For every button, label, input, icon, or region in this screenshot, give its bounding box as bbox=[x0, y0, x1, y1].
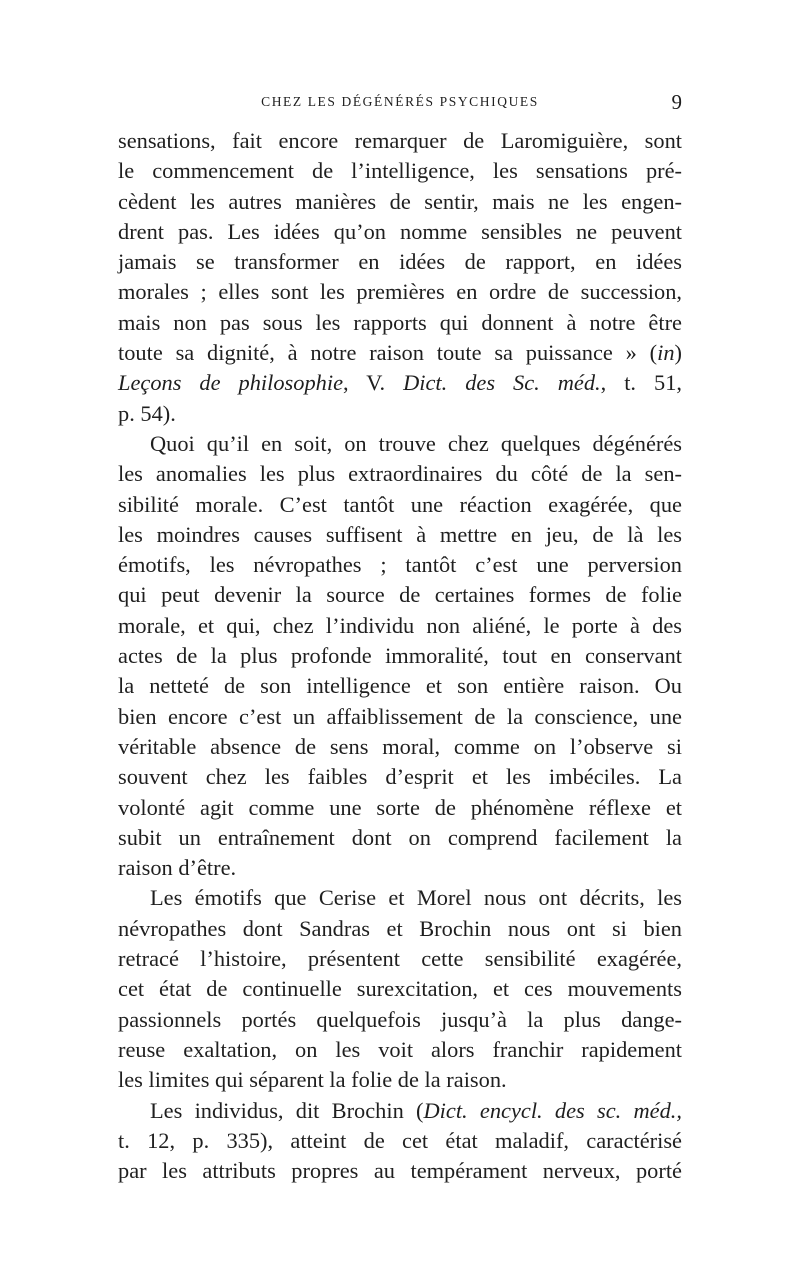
text-line: cèdent les autres manières de sentir, mais ne les engen- bbox=[118, 188, 682, 214]
text-line: morale, et qui, chez l’individu non aliéné, le porte à des bbox=[118, 612, 682, 638]
running-title: CHEZ LES DÉGÉNÉRÉS PSYCHIQUES bbox=[261, 94, 539, 109]
text-line: émotifs, les névropathes ; tantôt c’est une perversion bbox=[118, 552, 682, 578]
text-line: raison d’être. bbox=[118, 855, 237, 881]
text-line: les moindres causes suffisent à mettre en jeu, de là les bbox=[118, 521, 682, 547]
citation-journal: Dict. des Sc. méd. bbox=[403, 370, 601, 396]
text-line: reuse exaltation, on les voit alors franchir rapidement bbox=[118, 1036, 682, 1062]
text-line: p. 54). bbox=[118, 400, 176, 426]
text-line: la netteté de son intelligence et son entière raison. Ou bbox=[118, 673, 682, 699]
citation-in: in bbox=[657, 340, 675, 366]
text-line: volonté agit comme une sorte de phénomène réflexe et bbox=[118, 794, 682, 820]
text-line: drent pas. Les idées qu’on nomme sensibles ne peuvent bbox=[118, 218, 682, 244]
text-line: le commencement de l’intelligence, les sensations pré- bbox=[118, 158, 682, 184]
text-line: souvent chez les faibles d’esprit et les imbéciles. La bbox=[118, 764, 682, 790]
text-line: retracé l’histoire, présentent cette sensibilité exagérée, bbox=[118, 946, 682, 972]
citation-volume: V. bbox=[366, 370, 386, 396]
text-line: Leçons de philosophie, V. Dict. des Sc. méd., t. 51, bbox=[118, 370, 682, 396]
citation-tome: t. 51, bbox=[624, 370, 682, 396]
text-line: t. 12, p. 335), atteint de cet état maladif, caractérisé bbox=[118, 1127, 682, 1153]
text-line: véritable absence de sens moral, comme on l’observe si bbox=[118, 733, 682, 759]
text-line: jamais se transformer en idées de rapport, en idées bbox=[118, 249, 682, 275]
paragraph-first-line bbox=[118, 1096, 682, 1126]
citation-title: Leçons de philosophie bbox=[118, 370, 344, 396]
text-line: par les attributs propres au tempérament nerveux, porté bbox=[118, 1158, 682, 1184]
text-line: cet état de continuelle surexcitation, et ces mouvements bbox=[118, 976, 682, 1002]
text-line: subit un entraînement dont on comprend facilement la bbox=[118, 824, 682, 850]
text-line: passionnels portés quelquefois jusqu’à la plus dange- bbox=[118, 1006, 682, 1032]
page-number: 9 bbox=[671, 90, 682, 114]
citation-journal: Dict. encycl. des sc. méd., bbox=[423, 1097, 682, 1123]
text-fragment: Les individus, dit Brochin ( bbox=[150, 1097, 424, 1123]
text-line: toute sa dignité, à notre raison toute sa puissance » (in) bbox=[118, 340, 682, 366]
running-head bbox=[118, 90, 682, 116]
text-line: les anomalies les plus extraordinaires du côté de la sen- bbox=[118, 461, 682, 487]
text-line: morales ; elles sont les premières en ordre de succession, bbox=[118, 279, 682, 305]
text-fragment: toute sa dignité, à notre raison toute sa puissance » ( bbox=[118, 340, 658, 366]
text-line: mais non pas sous les rapports qui donnent à notre être bbox=[118, 309, 682, 335]
text-line: sibilité morale. C’est tantôt une réaction exagérée, que bbox=[118, 491, 682, 517]
text-line: actes de la plus profonde immoralité, tout en conservant bbox=[118, 643, 682, 669]
text-line: bien encore c’est un affaiblissement de la conscience, une bbox=[118, 703, 682, 729]
text-line: qui peut devenir la source de certaines formes de folie bbox=[118, 582, 682, 608]
paragraph-first-line: Les émotifs que Cerise et Morel nous ont décrits, les bbox=[150, 885, 682, 911]
text-line: les limites qui séparent la folie de la raison. bbox=[118, 1067, 507, 1093]
body-text bbox=[118, 126, 682, 1186]
paragraph-first-line: Quoi qu’il en soit, on trouve chez quelques dégénérés bbox=[150, 430, 682, 456]
text-line: névropathes dont Sandras et Brochin nous ont si bien bbox=[118, 915, 682, 941]
text-line: sensations, fait encore remarquer de Laromiguière, sont bbox=[118, 128, 682, 153]
